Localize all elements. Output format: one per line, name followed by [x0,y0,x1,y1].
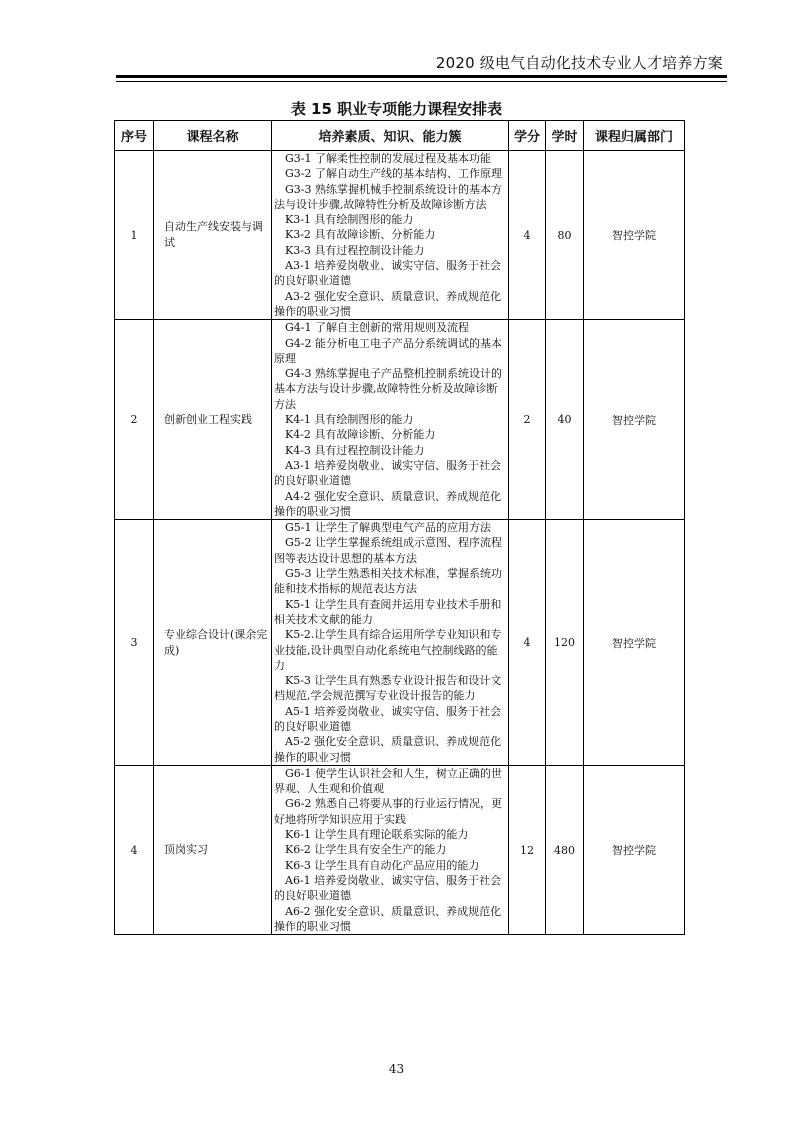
competency-list-cell [272,320,509,520]
competency-item: G5-1 让学生了解典型电气产品的应用方法 [285,521,491,535]
credits-cell: 2 [509,320,546,520]
department-cell: 智控学院 [584,320,685,520]
competency-item: K6-1 让学生具有理论联系实际的能力 [285,828,469,842]
header-rule-thin [116,81,727,82]
competency-item: G3-2 了解自动生产线的基本结构、工作原理 [285,167,502,181]
credits-cell: 4 [509,151,546,320]
department-cell: 智控学院 [584,520,685,766]
competency-item: G5-3 让学生熟悉相关技术标准，掌握系统功能和技术指标的规范表达方法 [274,567,502,596]
competency-item: K6-3 让学生具有自动化产品应用的能力 [285,858,480,872]
competency-item: K4-3 具有过程控制设计能力 [285,443,425,457]
competency-item: G6-1 使学生认识社会和人生，树立正确的世界观、人生观和价值观 [274,766,502,796]
competency-item: A3-1 培养爱岗敬业、诚实守信、服务于社会的良好职业道德 [274,259,502,288]
table-row [115,765,685,934]
competency-item: K4-2 具有故障诊断、分析能力 [285,428,436,442]
competency-item: G3-3 熟练掌握机械手控制系统设计的基本方法与设计步骤,故障特性分析及故障诊断方法 [274,182,502,211]
competency-item: A5-2 强化安全意识、质量意识、养成规范化操作的职业习惯 [274,735,502,764]
row-number-cell: 3 [115,520,154,766]
table-row [115,320,685,520]
table-row [115,151,685,320]
department-cell: 智控学院 [584,765,685,934]
competency-item: K3-1 具有绘制图形的能力 [285,213,414,227]
course-name-cell: 创新创业工程实践 [154,320,272,520]
column-header-course-name: 课程名称 [154,121,272,151]
hours-cell: 40 [546,320,584,520]
competency-item: A3-2 强化安全意识、质量意识、养成规范化操作的职业习惯 [274,289,502,318]
competency-item: K5-2.让学生具有综合运用所学专业知识和专业技能,设计典型自动化系统电气控制线路的能力 [274,628,502,672]
hours-cell: 480 [546,765,584,934]
table-header-row [115,121,685,151]
course-table [114,120,685,935]
competency-item: A4-2 强化安全意识、质量意识、养成规范化操作的职业习惯 [274,489,502,518]
credits-cell: 4 [509,520,546,766]
table-row [115,520,685,766]
course-name-cell: 自动生产线安装与调试 [154,151,272,320]
row-number-cell: 2 [115,320,154,520]
competency-item: K3-2 具有故障诊断、分析能力 [285,228,436,242]
department-cell: 智控学院 [584,151,685,320]
column-header-competencies: 培养素质、知识、能力簇 [272,121,509,151]
table-body [115,151,685,935]
competency-item: K5-3 让学生具有熟悉专业设计报告和设计文档规范,学会规范撰写专业设计报告的能力 [274,674,502,703]
column-header-number: 序号 [115,121,154,151]
row-number-cell: 4 [115,765,154,934]
header-rule-thick [116,75,727,78]
column-header-department: 课程归属部门 [584,121,685,151]
competency-item: K6-2 让学生具有安全生产的能力 [285,843,447,857]
hours-cell: 120 [546,520,584,766]
competency-item: G4-2 能分析电工电子产品分系统调试的基本原理 [274,336,502,365]
competency-item: G5-2 让学生掌握系统组成示意图、程序流程图等表达设计思想的基本方法 [274,536,502,565]
competency-item: K5-1 让学生具有查阅并运用专业技术手册和相关技术文献的能力 [274,597,502,626]
competency-item: A6-1 培养爱岗敬业、诚实守信、服务于社会的良好职业道德 [274,873,502,903]
competency-item: A5-1 培养爱岗敬业、诚实守信、服务于社会的良好职业道德 [274,704,502,733]
column-header-credits: 学分 [509,121,546,151]
course-name-cell: 专业综合设计(课余完成) [154,520,272,766]
competency-item: G3-1 了解柔性控制的发展过程及基本功能 [285,152,491,165]
hours-cell: 80 [546,151,584,320]
course-name-cell: 顶岗实习 [154,765,272,934]
competency-item: G4-3 熟练掌握电子产品整机控制系统设计的基本方法与设计步骤,故障特性分析及故障诊断方法 [274,367,502,411]
competency-item: G6-2 熟悉自己将要从事的行业运行情况，更好地将所学知识应用于实践 [274,797,502,826]
document-header-title: 2020 级电气自动化技术专业人才培养方案 [435,54,723,72]
competency-list-cell [272,520,509,766]
competency-item: A6-2 强化安全意识、质量意识、养成规范化操作的职业习惯 [274,904,502,933]
column-header-hours: 学时 [546,121,584,151]
competency-item: A3-1 培养爱岗敬业、诚实守信、服务于社会的良好职业道德 [274,458,502,488]
competency-list-cell [272,765,509,934]
competency-item: K3-3 具有过程控制设计能力 [285,243,425,257]
page-number: 43 [388,1062,405,1076]
competency-item: K4-1 具有绘制图形的能力 [285,413,414,427]
competency-list-cell [272,151,509,320]
row-number-cell: 1 [115,151,154,320]
competency-item: G4-1 了解自主创新的常用规则及流程 [285,321,469,335]
table-title: 表 15 职业专项能力课程安排表 [290,100,503,118]
credits-cell: 12 [509,765,546,934]
